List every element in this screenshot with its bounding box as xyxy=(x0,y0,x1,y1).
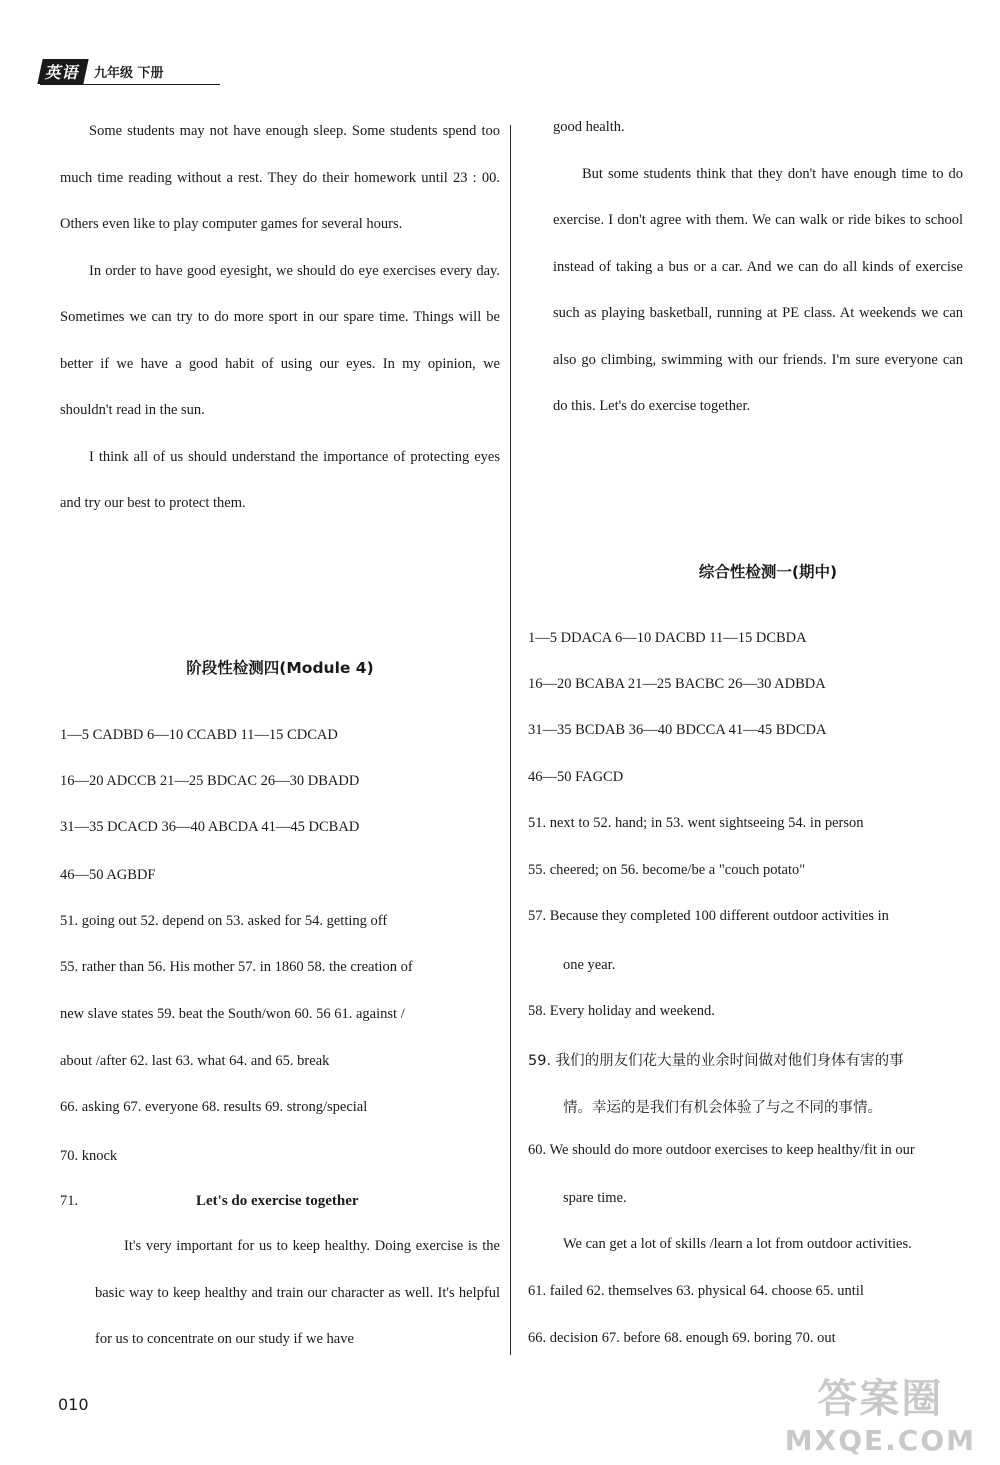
essay-paragraph: I think all of us should understand the importance of protecting eyes and try our best to protect them. xyxy=(60,448,500,511)
left-essay xyxy=(60,108,500,527)
answer-line: 46—50 AGBDF xyxy=(60,867,156,883)
essay-paragraph: But some students think that they don't have enough time to do exercise. I don't agree with them. We can walk or ride bikes to school instead of taking a bus or a car. And we can do all kinds of exercise such as playing basketball, running at PE class. At weekends we can also go climbing, swimming with our friends. I'm sure everyone can do this. Let's do exercise together. xyxy=(553,165,963,414)
answer-line: 70. knock xyxy=(60,1148,118,1164)
answer-line: We can get a lot of skills /learn a lot from outdoor activities. xyxy=(563,1236,912,1252)
answer-line: about /after 62. last 63. what 64. and 65. break xyxy=(60,1053,330,1069)
answer-line: one year. xyxy=(563,957,616,973)
answer-line: 58. Every holiday and weekend. xyxy=(528,1003,715,1019)
answer-line: 情。幸运的是我们有机会体验了与之不同的事情。 xyxy=(563,1100,882,1116)
watermark-logo: 答案圈 xyxy=(817,1376,944,1422)
answer-line: new slave states 59. beat the South/won 60. 56 61. against / xyxy=(60,1006,405,1022)
answer-line: 31—35 DCACD 36—40 ABCDA 41—45 DCBAD xyxy=(60,819,360,835)
answer-line: 51. going out 52. depend on 53. asked for 54. getting off xyxy=(60,913,388,929)
answer-line: 51. next to 52. hand; in 53. went sightseeing 54. in person xyxy=(528,815,864,831)
right-essay xyxy=(553,104,963,430)
essay-line: good health. xyxy=(553,119,625,135)
essay-title: Let's do exercise together xyxy=(196,1193,359,1209)
answer-line: 59. 我们的朋友们花大量的业余时间做对他们身体有害的事 xyxy=(528,1053,904,1069)
column-divider xyxy=(510,125,511,1355)
answer-line: 66. asking 67. everyone 68. results 69. strong/special xyxy=(60,1099,368,1115)
answer-line: 16—20 ADCCB 21—25 BDCAC 26—30 DBADD xyxy=(60,773,360,789)
answer-line: spare time. xyxy=(563,1190,627,1206)
header-rule xyxy=(40,84,220,85)
answer-line: 66. decision 67. before 68. enough 69. boring 70. out xyxy=(528,1330,836,1346)
section-title-left: 阶段性检测四(Module 4) xyxy=(186,659,374,677)
page-number: 010 xyxy=(58,1395,89,1414)
page-header xyxy=(40,60,164,82)
answer-line: 1—5 CADBD 6—10 CCABD 11—15 CDCAD xyxy=(60,727,338,743)
essay-paragraph: In order to have good eyesight, we should do eye exercises every day. Sometimes we can try to do more sport in our spare time. Things will be better if we have a good habit of using our eyes. In my opinion, we shouldn't read in the sun. xyxy=(60,262,500,418)
answer-line: 55. rather than 56. His mother 57. in 1860 58. the creation of xyxy=(60,959,413,975)
answer-line: 1—5 DDACA 6—10 DACBD 11—15 DCBDA xyxy=(528,630,807,646)
subject-badge: 英语 xyxy=(37,59,88,84)
answer-line: 16—20 BCABA 21—25 BACBC 26—30 ADBDA xyxy=(528,676,826,692)
essay-paragraph: It's very important for us to keep healthy. Doing exercise is the basic way to keep healthy and train our character as well. It's helpful for us to concentrate on our study if we have xyxy=(95,1238,500,1347)
essay2 xyxy=(95,1223,500,1363)
question-number: 71. xyxy=(60,1193,79,1209)
section-title-right: 综合性检测一(期中) xyxy=(698,563,838,581)
grade-label: 九年级 下册 xyxy=(94,65,164,81)
answer-line: 46—50 FAGCD xyxy=(528,769,624,785)
essay-paragraph: Some students may not have enough sleep. Some students spend too much time reading without a rest. They do their homework until 23 : 00. Others even like to play computer games for several hours. xyxy=(60,123,500,232)
answer-line: 61. failed 62. themselves 63. physical 64. choose 65. until xyxy=(528,1283,864,1299)
answer-line: 57. Because they completed 100 different outdoor activities in xyxy=(528,908,889,924)
watermark xyxy=(785,1367,976,1457)
answer-line: 60. We should do more outdoor exercises to keep healthy/fit in our xyxy=(528,1142,915,1158)
answer-line: 55. cheered; on 56. become/be a "couch potato" xyxy=(528,862,806,878)
answer-line: 31—35 BCDAB 36—40 BDCCA 41—45 BDCDA xyxy=(528,722,827,738)
watermark-url: MXQE.COM xyxy=(784,1424,976,1457)
